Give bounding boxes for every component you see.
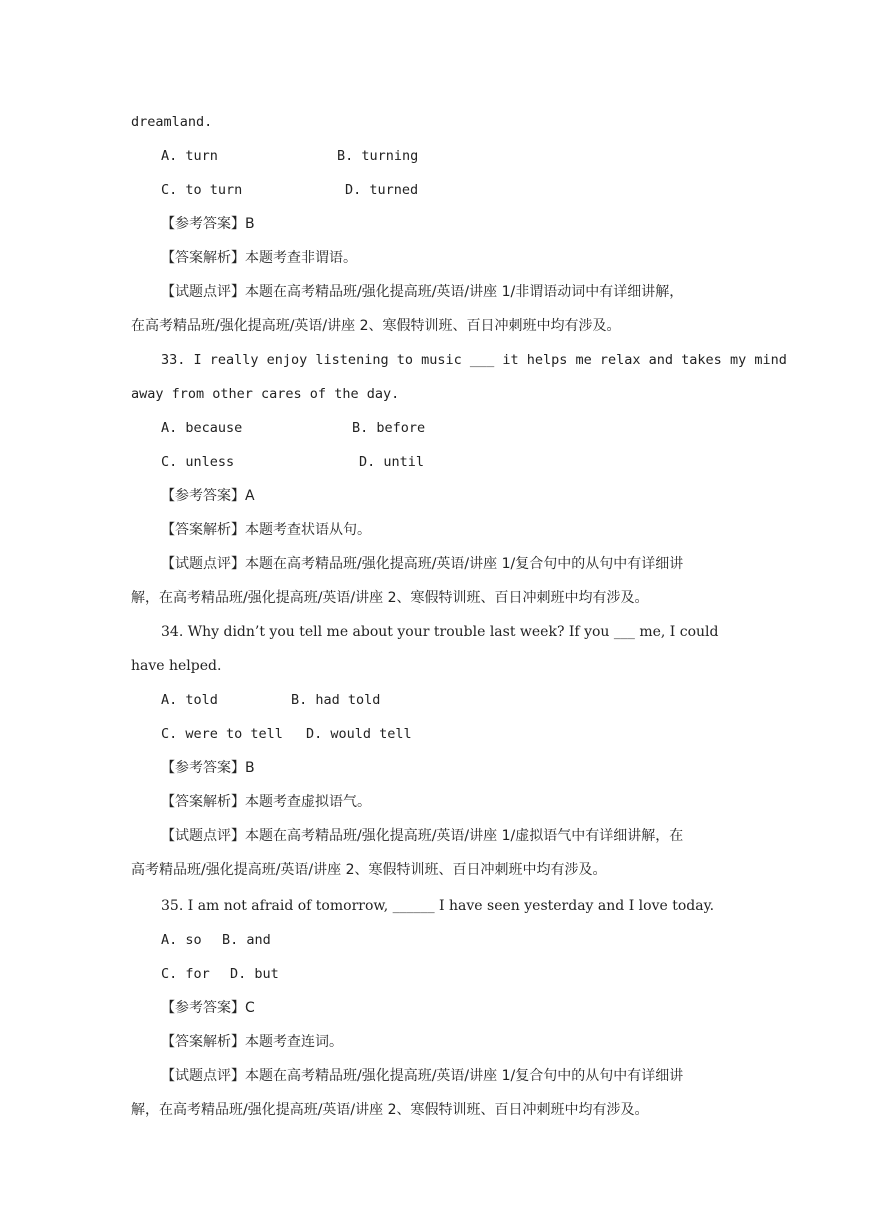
question-35-option-c: C. for xyxy=(161,966,210,982)
question-32-answer: 【参考答案】B xyxy=(161,216,255,232)
question-33-comment-line-2: 解，在高考精品班/强化提高班/英语/讲座 2、寒假特训班、百日冲刺班中均有涉及。 xyxy=(131,590,649,606)
question-33-comment-line-1: 【试题点评】本题在高考精品班/强化提高班/英语/讲座 1/复合句中的从句中有详细讲 xyxy=(161,556,684,572)
question-35-stem: 35. I am not afraid of tomorrow, ______ I have seen yesterday and I love today. xyxy=(161,898,715,914)
question-34-option-b: B. had told xyxy=(291,692,381,708)
question-32-option-c: C. to turn xyxy=(161,182,243,198)
question-34-analysis: 【答案解析】本题考查虚拟语气。 xyxy=(161,794,371,810)
question-35-answer: 【参考答案】C xyxy=(161,1000,255,1016)
question-33-stem-line-1: 33. I really enjoy listening to music ___ it helps me relax and takes my mind xyxy=(161,352,787,368)
question-33-answer: 【参考答案】A xyxy=(161,488,255,504)
question-35-analysis: 【答案解析】本题考查连词。 xyxy=(161,1034,343,1050)
question-34-option-c: C. were to tell xyxy=(161,726,283,742)
question-34-answer: 【参考答案】B xyxy=(161,760,255,776)
question-33-option-b: B. before xyxy=(352,420,426,436)
question-34-stem-line-2: have helped. xyxy=(131,658,222,674)
question-35-option-a: A. so xyxy=(161,932,202,948)
question-34-stem-line-1: 34. Why didn’t you tell me about your trouble last week? If you ___ me, I could xyxy=(161,624,719,640)
question-34-comment-line-1: 【试题点评】本题在高考精品班/强化提高班/英语/讲座 1/虚拟语气中有详细讲解，在 xyxy=(161,828,684,844)
question-35-option-d: D. but xyxy=(230,966,279,982)
question-35-comment-line-2: 解，在高考精品班/强化提高班/英语/讲座 2、寒假特训班、百日冲刺班中均有涉及。 xyxy=(131,1102,649,1118)
question-33-stem-line-2: away from other cares of the day. xyxy=(131,386,400,402)
question-32-option-d: D. turned xyxy=(345,182,419,198)
question-32-comment-line-1: 【试题点评】本题在高考精品班/强化提高班/英语/讲座 1/非谓语动词中有详细讲解， xyxy=(161,284,684,300)
question-33-option-d: D. until xyxy=(359,454,425,470)
question-32-stem-tail: dreamland. xyxy=(131,114,213,130)
question-32-option-a: A. turn xyxy=(161,148,218,164)
question-33-option-a: A. because xyxy=(161,420,243,436)
question-32-analysis: 【答案解析】本题考查非谓语。 xyxy=(161,250,357,266)
question-33-analysis: 【答案解析】本题考查状语从句。 xyxy=(161,522,371,538)
question-34-comment-line-2: 高考精品班/强化提高班/英语/讲座 2、寒假特训班、百日冲刺班中均有涉及。 xyxy=(131,862,607,878)
question-33-option-c: C. unless xyxy=(161,454,235,470)
question-32-option-b: B. turning xyxy=(337,148,419,164)
question-35-comment-line-1: 【试题点评】本题在高考精品班/强化提高班/英语/讲座 1/复合句中的从句中有详细讲 xyxy=(161,1068,684,1084)
question-34-option-a: A. told xyxy=(161,692,218,708)
question-34-option-d: D. would tell xyxy=(306,726,412,742)
question-35-option-b: B. and xyxy=(222,932,271,948)
question-32-comment-line-2: 在高考精品班/强化提高班/英语/讲座 2、寒假特训班、百日冲刺班中均有涉及。 xyxy=(131,318,621,334)
